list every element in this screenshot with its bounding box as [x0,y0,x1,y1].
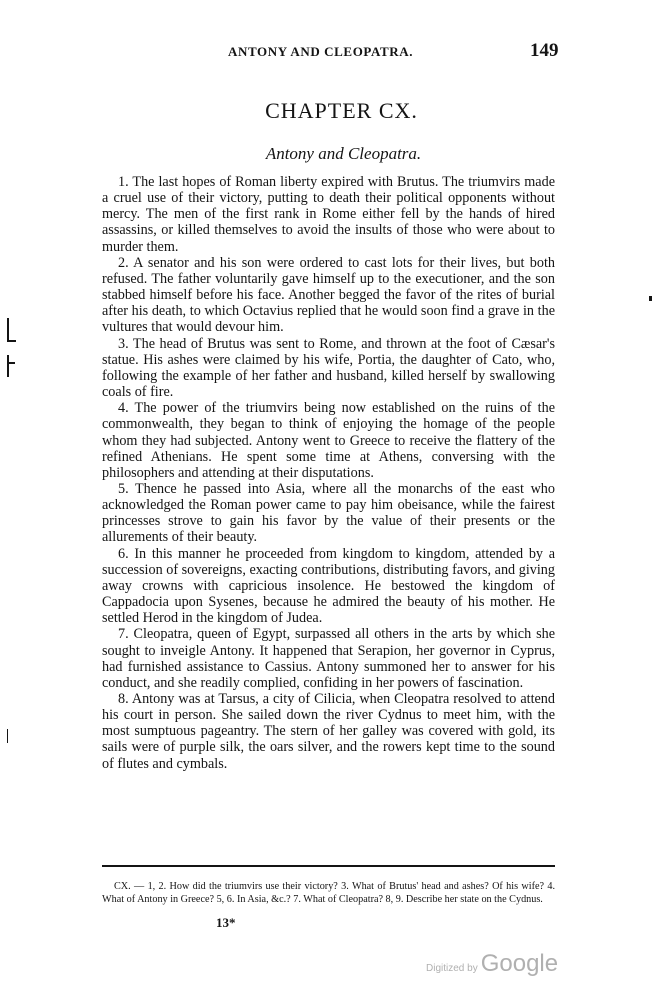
paragraph-8: 8. Antony was at Tarsus, a city of Cilicia, when Cleopatra resolved to attend his court in person. She sailed down the river Cydnus to meet him, with the most sumptuous pageantry. The stern of her galley was covered with gold, its sails were of purple silk, the oars silver, and the rowers kept time to the sound of flutes and cymbals. [102,691,555,772]
body-text [102,174,555,772]
footnote-rule [102,865,555,867]
running-head: ANTONY AND CLEOPATRA. [228,44,414,59]
paragraph-2: 2. A senator and his son were ordered to cast lots for their lives, but both refused. The father voluntarily gave himself up to the executioner, and the son stabbed himself before his face. Another begged the favor of the rites of burial after his death, to which Octavius replied that he would soon find a grave in the vultures that would devour him. [102,254,555,336]
margin-mark-left-3 [7,729,8,743]
chapter-subtitle: Antony and Cleopatra. [265,144,422,163]
margin-mark-left-1 [7,318,9,342]
paragraph-4: 4. The power of the triumvirs being now established on the ruins of the commonwealth, they began to think of enjoying the homage of the people whom they had subjected. Antony went to Greece to receive the flattery of the refined Athenians. He spent some time at Athens, conversing with the philosophers and attending at their disputations. [102,400,555,481]
paragraph-7: 7. Cleopatra, queen of Egypt, surpassed all others in the arts by which she sought to inveigle Antony. It happened that Serapion, her governor in Cyprus, had furnished assistance to Cassius. Antony summoned her to answer for his conduct, and she readily complied, confiding in her powers of fascination. [102,626,555,691]
watermark-prefix: Digitized by [426,963,478,974]
footnote-questions: CX. — 1, 2. How did the triumvirs use their victory? 3. What of Brutus' head and ashes? Of his wife? 4. What of Antony in Greece? 5, 6. In Asia, &c.? 7. What of Cleopatra? 8, 9. Describe her state on the Cydnus. [102,881,555,905]
margin-mark-left-2-tick [7,362,15,364]
paragraph-6: 6. In this manner he proceeded from kingdom to kingdom, attended by a succession of sovereigns, exacting contributions, distributing favors, and giving away crowns with capricious insolence. He bestowed the kingdom of Cappadocia upon Sysenes, because he admired the beauty of his mother. He settled Herod in the kingdom of Judea. [102,545,555,627]
google-logo: Google [480,950,559,977]
page-number: 149 [530,40,559,61]
chapter-title: CHAPTER CX. [265,98,418,123]
signature-mark: 13* [216,915,236,930]
paragraph-5: 5. Thence he passed into Asia, where all the monarchs of the east who acknowledged the Roman power came to pay him obeisance, while the fairest princesses strove to gain his favor by the value of their presents or the allurements of their beauty. [102,480,555,546]
margin-mark-right-dot [649,296,652,301]
paragraph-1: 1. The last hopes of Roman liberty expired with Brutus. The triumvirs made a cruel use of their victory, putting to death their political opponents without mercy. The men of the first rank in Rome either fell by the hands of hired assassins, or killed themselves to avoid the insults of those who were about to murder them. [102,174,555,255]
margin-mark-left-2 [7,355,9,377]
margin-mark-left-1-tick [7,340,16,342]
paragraph-3: 3. The head of Brutus was sent to Rome, and thrown at the foot of Cæsar's statue. His ashes were claimed by his wife, Portia, the daughter of Cato, who, following the example of her father and husband, killed herself by swallowing coals of fire. [102,335,555,401]
digitized-watermark [426,950,558,978]
